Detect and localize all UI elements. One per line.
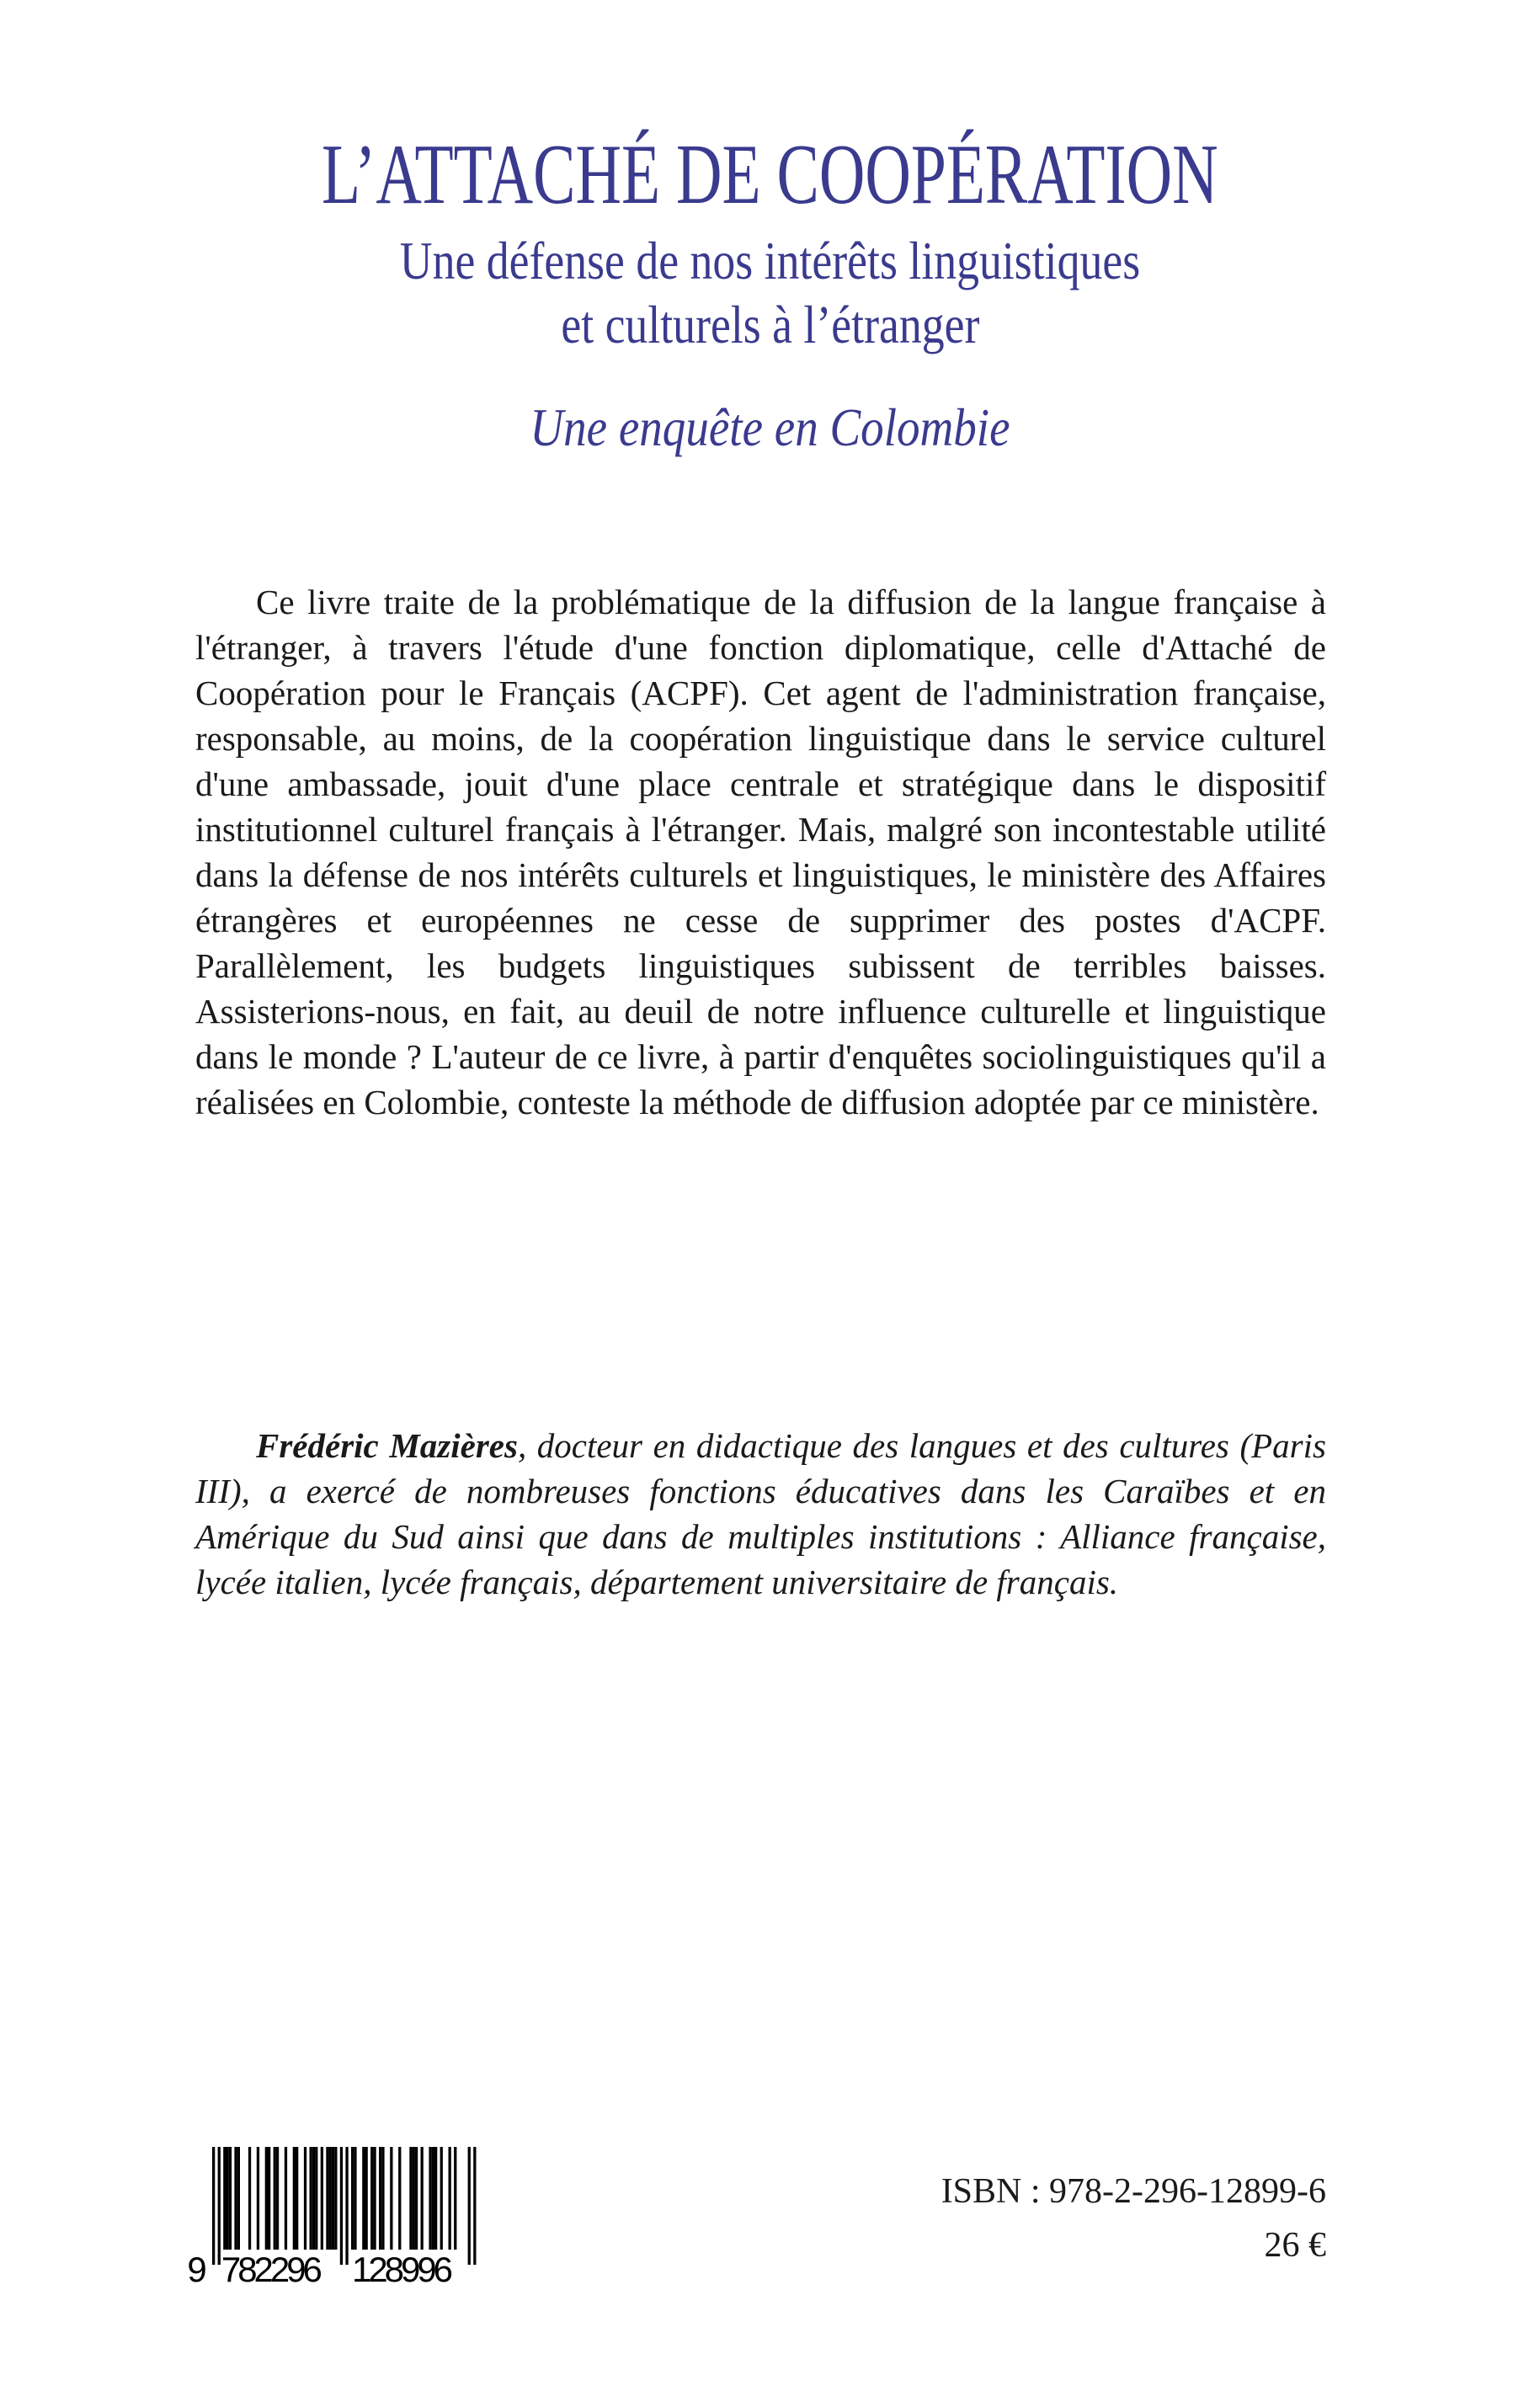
barcode-bar [329, 2147, 332, 2250]
barcode-bar [334, 2147, 337, 2250]
barcode-bar [354, 2147, 356, 2250]
author-name: Frédéric Mazières [256, 1426, 518, 1465]
barcode-digits: 128996 [352, 2250, 453, 2289]
barcode-bar [234, 2147, 237, 2250]
barcode-bar [257, 2147, 259, 2250]
author-bio [195, 1423, 1326, 1605]
isbn: ISBN : 978-2-296-12899-6 [941, 2172, 1326, 2211]
barcode-bar [473, 2147, 476, 2265]
barcode-digits: 782296 [221, 2250, 322, 2289]
barcode-bar [276, 2147, 279, 2250]
subtitle-line-2-text: et culturels à l’étranger [560, 295, 980, 354]
barcode-bar [415, 2147, 418, 2250]
barcode-bar [449, 2147, 451, 2250]
barcode-bar [265, 2147, 268, 2250]
barcode-bar [362, 2147, 365, 2250]
barcode-bar [312, 2147, 315, 2250]
barcode-bar [409, 2147, 412, 2250]
barcode-bar [237, 2147, 240, 2250]
barcode-bar [468, 2147, 471, 2265]
barcode-bar [304, 2147, 306, 2250]
author-bio-text: , docteur en didactique des langues et des cultures (Paris III), a exercé de nombreuses fonctions éducatives dans les Caraïbes et en Amérique du Sud ainsi que dans de multiples institutions : Alliance française, lycée italien, lycée français, département universitaire de français. [195, 1426, 1326, 1601]
barcode-bar [274, 2147, 276, 2250]
barcode-bar [370, 2147, 373, 2250]
barcode-bar [285, 2147, 287, 2250]
barcode-bar [340, 2147, 343, 2265]
barcode-bar [351, 2147, 354, 2250]
barcode-bar [321, 2147, 323, 2250]
barcode-bar [212, 2147, 215, 2265]
book-title [0, 125, 1540, 226]
barcode-bar [432, 2147, 434, 2250]
price: 26 € [1264, 2226, 1326, 2265]
subtitle-line-2 [0, 293, 1540, 357]
barcode-digits: 9 [187, 2250, 207, 2289]
barcode-bar [454, 2147, 456, 2250]
barcode-bar [345, 2147, 348, 2265]
barcode-bar [421, 2147, 424, 2250]
barcode-bar [296, 2147, 298, 2250]
barcode-bar [398, 2147, 401, 2250]
barcode-bar [226, 2147, 229, 2250]
barcode-bar [223, 2147, 226, 2250]
barcode-bar [440, 2147, 443, 2250]
barcode-bar [373, 2147, 376, 2250]
book-title-text: L’ATTACHÉ DE COOPÉRATION [322, 127, 1218, 222]
barcode-bar [229, 2147, 232, 2250]
barcode-bar [293, 2147, 296, 2250]
barcode-bar [310, 2147, 312, 2250]
book-summary: Ce livre traite de la problématique de la diffusion de la langue française à l'étranger, à travers l'étude d'une fonction diplomatique, celle d'Attaché de Coopération pour le Français (ACPF). Cet agent de l'administration française, responsable, au moins, de la coopération linguistique dans le service culturel d'une ambassade, jouit d'une place centrale et stratégique dans le dispositif institutionnel culturel français à l'étranger. Mais, malgré son incontestable utilité dans la défense de nos intérêts culturels et linguistiques, le ministère des Affaires étrangères et européennes ne cesse de supprimer des postes d'ACPF. Parallèlement, les budgets linguistiques subissent de terribles baisses. Assisterions-nous, en fait, au deuil de notre influence culturelle et linguistique dans le monde ? L'auteur de ce livre, à partir d'enquêtes sociolinguistiques qu'il a réalisées en Colombie, conteste la méthode de diffusion adoptée par ce ministère. [195, 583, 1326, 1121]
barcode-bar [268, 2147, 270, 2250]
barcode-bar [413, 2147, 415, 2250]
subtitle-italic-text: Une enquête en Colombie [530, 397, 1010, 457]
subtitle-line-1 [0, 229, 1540, 293]
barcode-bar [326, 2147, 328, 2250]
barcode-bar [379, 2147, 381, 2250]
barcode-bar [381, 2147, 384, 2250]
barcode [179, 2147, 515, 2290]
barcode-bar [434, 2147, 437, 2250]
barcode-bar [315, 2147, 317, 2250]
barcode-bar [429, 2147, 431, 2250]
barcode-bar [365, 2147, 368, 2250]
barcode-bar [218, 2147, 221, 2265]
barcode-bar [248, 2147, 251, 2250]
subtitle-italic [0, 396, 1540, 460]
barcode-bar [390, 2147, 392, 2250]
barcode-bar [332, 2147, 334, 2250]
subtitle-line-1-text: Une défense de nos intérêts linguistiques [399, 231, 1141, 290]
